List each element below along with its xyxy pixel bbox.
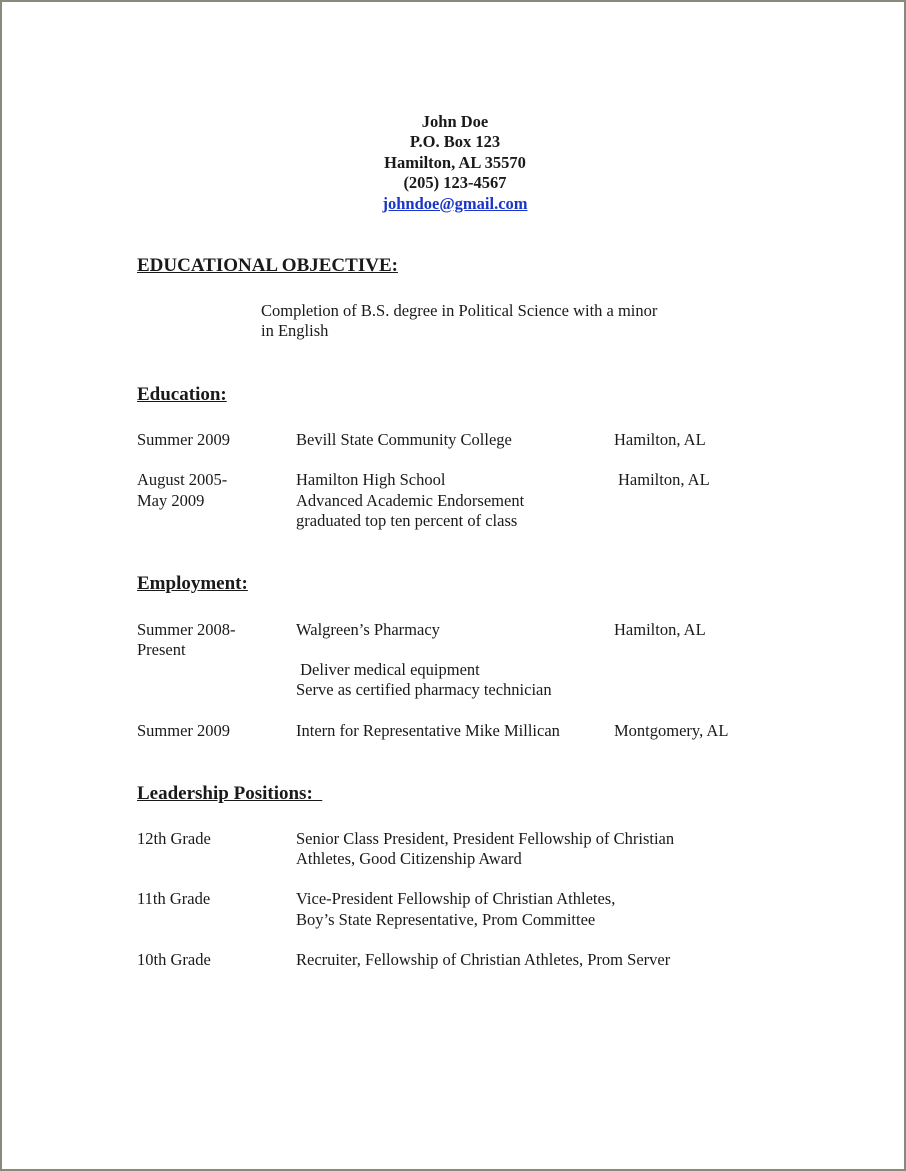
- education-date: August 2005-: [137, 470, 228, 489]
- leadership-heading: Leadership Positions:: [137, 783, 323, 804]
- education-heading: Education:: [137, 384, 227, 405]
- education-institution: Hamilton High School: [296, 470, 446, 489]
- leadership-grade: 10th Grade: [137, 950, 211, 969]
- education-detail: Advanced Academic Endorsement: [296, 491, 525, 510]
- employment-date: Present: [137, 640, 186, 659]
- education-location: Hamilton, AL: [618, 470, 710, 489]
- leadership-grade: 11th Grade: [137, 889, 211, 908]
- contact-header: [2, 112, 906, 214]
- objective-line-2: in English: [261, 321, 329, 340]
- employment-location: Hamilton, AL: [614, 620, 706, 639]
- leadership-line: Recruiter, Fellowship of Christian Athletes, Prom Server: [296, 950, 671, 969]
- employment-date: Summer 2008-: [137, 620, 236, 639]
- leadership-line: Vice-President Fellowship of Christian Athletes,: [296, 889, 616, 908]
- leadership-line: Athletes, Good Citizenship Award: [296, 849, 522, 868]
- phone-line: (205) 123-4567: [403, 173, 507, 193]
- city-line: Hamilton, AL 35570: [384, 152, 526, 172]
- email-link[interactable]: johndoe@gmail.com: [382, 193, 528, 213]
- applicant-name: John Doe: [421, 112, 489, 131]
- objective-line-1: Completion of B.S. degree in Political Science with a minor: [261, 301, 658, 320]
- employer: Walgreen’s Pharmacy: [296, 620, 440, 639]
- education-detail: graduated top ten percent of class: [296, 511, 518, 530]
- leadership-grade: 12th Grade: [137, 829, 211, 848]
- objective-heading: EDUCATIONAL OBJECTIVE:: [137, 255, 398, 276]
- leadership-line: Boy’s State Representative, Prom Committee: [296, 910, 596, 929]
- education-date: Summer 2009: [137, 430, 231, 449]
- leadership-line: Senior Class President, President Fellowship of Christian: [296, 829, 675, 848]
- employment-detail: Serve as certified pharmacy technician: [296, 680, 552, 699]
- employment-detail: Deliver medical equipment: [296, 660, 480, 679]
- address-line: P.O. Box 123: [409, 132, 501, 152]
- employer: Intern for Representative Mike Millican: [296, 721, 560, 740]
- education-location: Hamilton, AL: [614, 430, 706, 449]
- employment-date: Summer 2009: [137, 721, 231, 740]
- education-institution: Bevill State Community College: [296, 430, 512, 449]
- employment-heading: Employment:: [137, 573, 248, 594]
- employment-location: Montgomery, AL: [614, 721, 729, 740]
- education-date: May 2009: [137, 491, 205, 510]
